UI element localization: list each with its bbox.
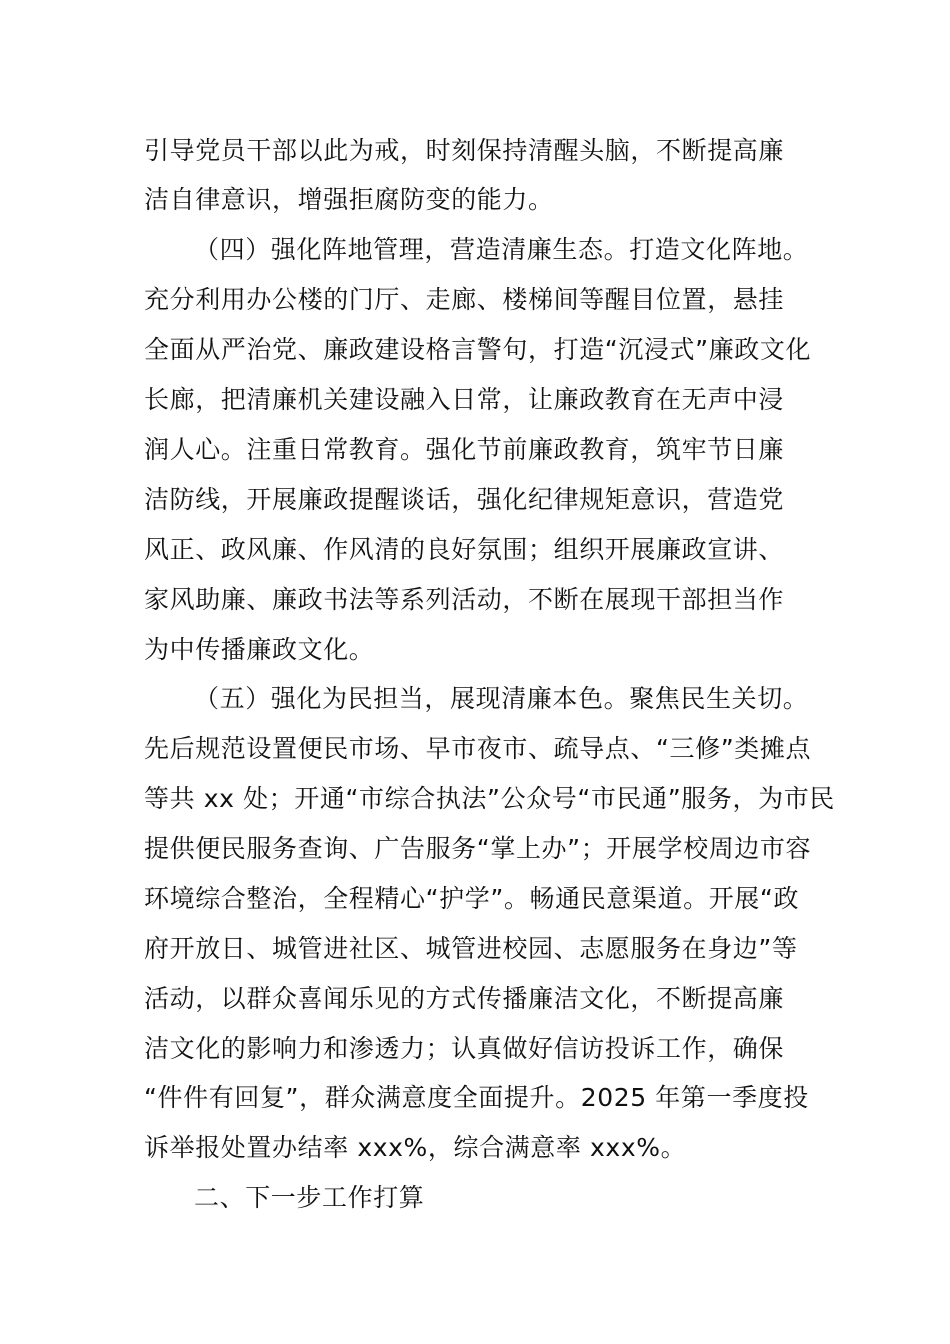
paragraph-line: 家风助廉、廉政书法等系列活动，不断在展现干部担当作	[144, 585, 785, 614]
paragraph-line: 洁自律意识，增强拒腐防变的能力。	[144, 185, 554, 214]
paragraph-line: 等共 xx 处；开通“市综合执法”公众号“市民通”服务，为市民	[144, 784, 835, 813]
paragraph-line: 诉举报处置办结率 xxx%，综合满意率 xxx%。	[144, 1133, 687, 1162]
section-heading-line: （四）强化阵地管理，营造清廉生态。打造文化阵地。	[194, 235, 809, 264]
paragraph-line: 为中传播廉政文化。	[144, 635, 375, 664]
paragraph-line: 洁防线，开展廉政提醒谈话，强化纪律规矩意识，营造党	[144, 485, 785, 514]
paragraph-line: 风正、政风廉、作风清的良好氛围；组织开展廉政宣讲、	[144, 535, 785, 564]
paragraph-line: 活动，以群众喜闻乐见的方式传播廉洁文化，不断提高廉	[144, 984, 785, 1013]
paragraph-line: 润人心。注重日常教育。强化节前廉政教育，筑牢节日廉	[144, 435, 785, 464]
paragraph-line: 全面从严治党、廉政建设格言警句，打造“沉浸式”廉政文化	[144, 335, 812, 364]
paragraph-line: 环境综合整治，全程精心“护学”。畅通民意渠道。开展“政	[144, 884, 800, 913]
paragraph-line: 提供便民服务查询、广告服务“掌上办”；开展学校周边市容	[144, 834, 812, 863]
paragraph-line: 洁文化的影响力和渗透力；认真做好信访投诉工作，确保	[144, 1034, 785, 1063]
chapter-heading: 二、下一步工作打算	[194, 1183, 425, 1212]
paragraph-line: 先后规范设置便民市场、早市夜市、疏导点、“三修”类摊点	[144, 734, 812, 763]
paragraph-line: 充分利用办公楼的门厅、走廊、楼梯间等醒目位置，悬挂	[144, 285, 785, 314]
paragraph-line: 长廊，把清廉机关建设融入日常，让廉政教育在无声中浸	[144, 385, 785, 414]
paragraph-line: 府开放日、城管进社区、城管进校园、志愿服务在身边”等	[144, 934, 798, 963]
paragraph-line: 引导党员干部以此为戒，时刻保持清醒头脑，不断提高廉	[144, 136, 785, 165]
paragraph-line: “件件有回复”，群众满意度全面提升。2025 年第一季度投	[144, 1083, 809, 1112]
section-heading-line: （五）强化为民担当，展现清廉本色。聚焦民生关切。	[194, 684, 809, 713]
